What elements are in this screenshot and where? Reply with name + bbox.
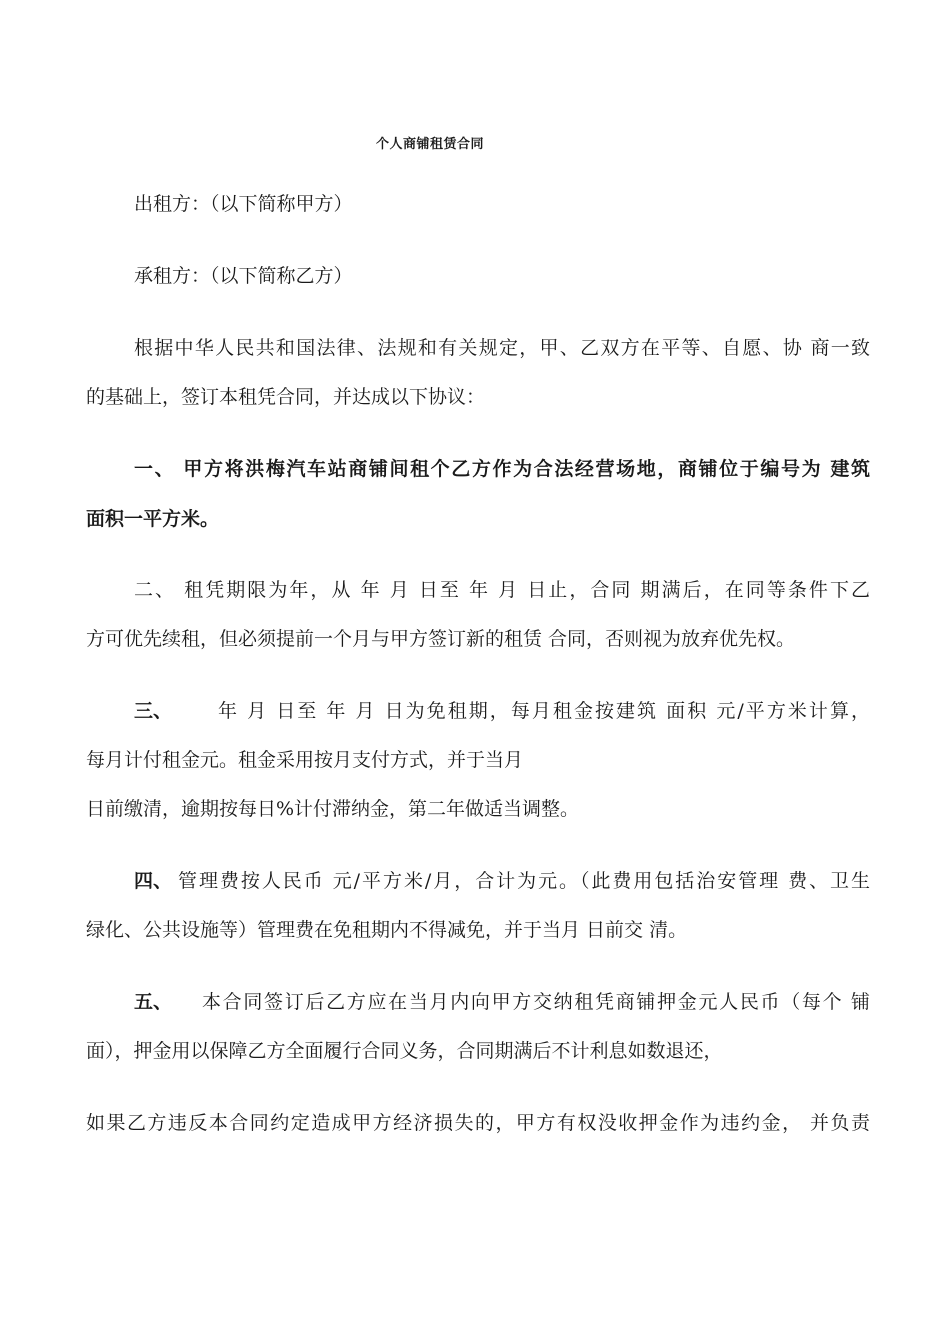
clause-4-label: 四、 — [134, 870, 173, 892]
clause-2-line-1: 二、 租凭期限为年，从 年 月 日至 年 月 日止，合同 期满后，在同等条件下乙 — [134, 579, 870, 601]
clause-5-line-3: 如果乙方违反本合同约定造成甲方经济损失的，甲方有权没收押金作为违约金， 并负责 — [86, 1112, 870, 1134]
clause-3-line-2: 每月计付租金元。租金采用按月支付方式，并于当月 — [86, 749, 524, 771]
clause-3-line-1: 年 月 日至 年 月 日为免租期，每月租金按建筑 面积 元/平方米计算， — [218, 700, 870, 722]
preamble-line-1: 根据中华人民共和国法律、法规和有关规定，甲、乙双方在平等、自愿、协 商一致 — [134, 337, 870, 359]
clause-4-line-2: 绿化、公共设施等）管理费在免租期内不得减免，并于当月 日前交 清。 — [86, 919, 688, 941]
clause-3-line-3: 日前缴清，逾期按每日%计付滞纳金，第二年做适当调整。 — [86, 798, 580, 820]
clause-5-line-2: 面），押金用以保障乙方全面履行合同义务，合同期满后不计利息如数退还， — [86, 1040, 723, 1062]
lessor-line: 出租方：（以下简称甲方） — [134, 193, 353, 215]
clause-5-label: 五、 — [134, 991, 173, 1013]
document-title: 个人商铺租赁合同 — [375, 137, 484, 152]
clause-1-line-2: 面积一平方米。 — [86, 508, 220, 530]
lessee-line: 承租方：（以下简称乙方） — [134, 265, 353, 287]
clause-3-label: 三、 — [134, 700, 173, 722]
clause-2-line-2: 方可优先续租，但必须提前一个月与甲方签订新的租赁 合同，否则视为放弃优先权。 — [86, 628, 796, 650]
clause-4-line-1: 管理费按人民币 元/平方米/月，合计为元。（此费用包括治安管理 费、卫生 — [178, 870, 870, 892]
clause-1-line-1: 一、 甲方将洪梅汽车站商铺间租个乙方作为合法经营场地，商铺位于编号为 建筑 — [134, 458, 870, 480]
clause-5-line-1: 本合同签订后乙方应在当月内向甲方交纳租凭商铺押金元人民币（每个 铺 — [202, 991, 870, 1013]
preamble-line-2: 的基础上，签订本租凭合同，并达成以下协议： — [86, 386, 486, 408]
